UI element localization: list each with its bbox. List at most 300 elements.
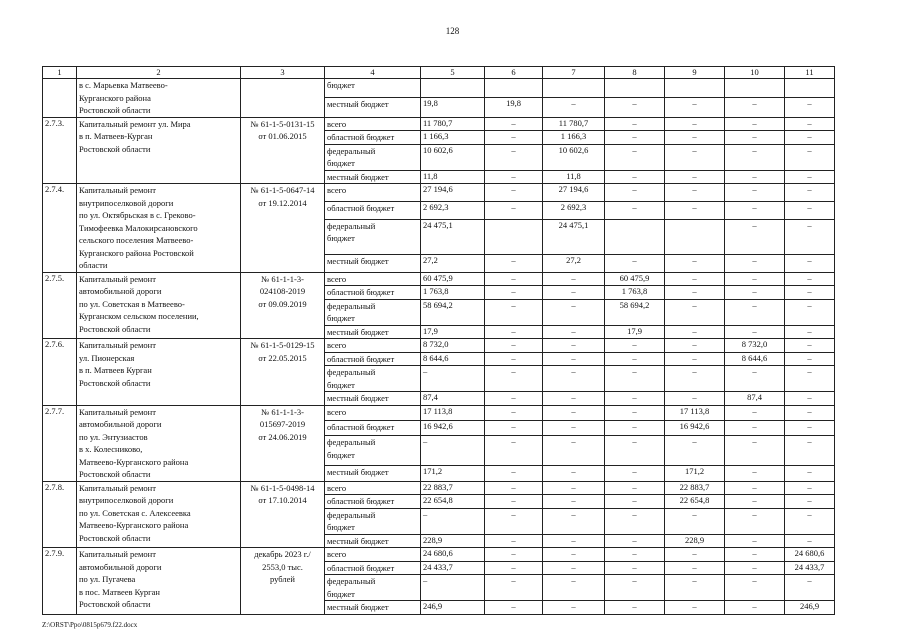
funding-source-line: областной бюджет [327,421,395,432]
amount-cell: – [605,201,665,219]
column-header: 3 [241,67,325,79]
funding-source [325,495,421,509]
amount-cell: 171,2 [665,466,725,481]
amount-cell: – [665,170,725,184]
funding-source-line: областной бюджет [327,202,395,213]
amount-cell: – [665,575,725,601]
amount-cell: – [785,508,835,534]
amount-cell: 8 732,0 [421,339,485,353]
funding-source-line: всего [327,273,347,284]
funding-source-line: бюджет [327,379,355,390]
table-row [43,184,835,202]
funding-source [325,144,421,170]
funding-source-line: федеральный [327,220,376,231]
amount-cell: – [725,548,785,562]
amount-cell: – [725,272,785,286]
description-line: Ростовской области [79,532,151,543]
amount-cell: 10 602,6 [421,144,485,170]
amount-cell: 11 780,7 [543,117,605,131]
funding-source-line: местный бюджет [327,535,389,546]
amount-cell: 2 692,3 [543,201,605,219]
funding-source-line: федеральный [327,145,376,156]
amount-cell: – [605,481,665,495]
amount-cell: – [605,131,665,145]
document-line: от 09.09.2019 [258,298,307,309]
amount-cell: 1 166,3 [421,131,485,145]
column-header: 11 [785,67,835,79]
funding-source [325,508,421,534]
amount-cell: – [605,254,665,272]
amount-cell: – [665,548,725,562]
amount-cell: – [665,601,725,615]
amount-cell: – [665,508,725,534]
amount-cell: – [485,184,543,202]
description-line: ул. Пионерская [79,352,135,363]
amount-cell: – [421,436,485,466]
amount-cell: – [665,144,725,170]
amount-cell: – [665,184,725,202]
amount-cell: 58 694,2 [605,299,665,325]
item-number: 2.7.3. [43,117,77,184]
funding-source-line: федеральный [327,437,376,448]
amount-cell: – [665,131,725,145]
amount-cell: – [785,366,835,392]
description-line: автомобильной дороги [79,286,162,296]
document-reference [241,184,325,273]
document-reference [241,405,325,481]
funding-source [325,117,421,131]
amount-cell: – [725,299,785,325]
amount-cell: – [785,481,835,495]
amount-cell: – [665,436,725,466]
amount-cell: 2 692,3 [421,201,485,219]
funding-source [325,339,421,353]
amount-cell: – [485,286,543,300]
description-line: области [79,260,108,270]
amount-cell: – [605,548,665,562]
amount-cell: – [725,405,785,420]
amount-cell: – [605,420,665,435]
funding-source-line: областной бюджет [327,496,395,506]
funding-source [325,286,421,300]
amount-cell: – [485,392,543,406]
funding-source-line: местный бюджет [327,171,389,182]
amount-cell: – [485,508,543,534]
description-line: Тимофеевка Малокирсановского [79,222,198,233]
amount-cell: – [485,325,543,339]
amount-cell: 22 883,7 [421,481,485,495]
amount-cell: – [605,117,665,131]
funding-source-line: бюджет [327,158,355,168]
funding-source-line: местный бюджет [327,326,389,337]
amount-cell: 87,4 [421,392,485,406]
amount-cell: – [785,534,835,548]
amount-cell: 58 694,2 [421,299,485,325]
amount-cell: 87,4 [725,392,785,406]
amount-cell: – [785,184,835,202]
funding-source [325,170,421,184]
item-number: 2.7.7. [43,405,77,481]
funding-source [325,325,421,339]
document-line: от 01.06.2015 [258,131,307,141]
amount-cell: – [543,352,605,366]
amount-cell: – [485,495,543,509]
funding-source [325,534,421,548]
amount-cell: – [665,98,725,117]
amount-cell: 19,8 [421,98,485,117]
description-line: Ростовской области [79,323,151,334]
description-line: в х. Колесниково, [79,444,143,454]
column-header: 6 [485,67,543,79]
funding-source [325,272,421,286]
item-number: 2.7.6. [43,339,77,406]
description-line: Капитальный ремонт [79,185,156,195]
amount-cell: – [605,170,665,184]
amount-cell: – [785,170,835,184]
amount-cell: 17 113,8 [665,405,725,420]
description-line: Капитальный ремонт [79,549,156,559]
amount-cell: – [485,201,543,219]
document-reference [241,79,325,118]
funding-source [325,436,421,466]
amount-cell: – [785,405,835,420]
amount-cell: – [785,144,835,170]
object-description [77,481,241,548]
document-line: 024108-2019 [259,286,306,296]
column-header: 9 [665,67,725,79]
amount-cell [485,79,543,98]
funding-source [325,131,421,145]
funding-source [325,405,421,420]
footer-file-path: Z:\ORST\Ppo\0815p679.f22.docx [42,621,138,629]
document-line: от 19.12.2014 [258,197,307,208]
column-header: 10 [725,67,785,79]
document-line: № 61-1-5-0131-15 [250,118,315,129]
amount-cell: – [785,466,835,481]
amount-cell: – [665,117,725,131]
amount-cell: 16 942,6 [665,420,725,435]
amount-cell: – [725,286,785,300]
amount-cell: – [665,352,725,366]
funding-source-line: местный бюджет [327,602,389,612]
amount-cell: – [725,201,785,219]
amount-cell: 1 763,8 [421,286,485,300]
amount-cell: 24 680,6 [785,548,835,562]
funding-source-line: всего [327,185,347,195]
funding-source [325,561,421,575]
amount-cell: 22 654,8 [665,495,725,509]
amount-cell: 27,2 [421,254,485,272]
amount-cell: – [665,325,725,339]
header-row [43,67,835,79]
description-line: в с. Марьевка Матвеево- [79,80,168,90]
amount-cell: – [665,286,725,300]
amount-cell: – [785,131,835,145]
amount-cell: – [785,352,835,366]
page-number: 128 [445,26,460,36]
amount-cell: – [543,561,605,575]
amount-cell: – [543,495,605,509]
amount-cell: 27 194,6 [543,184,605,202]
amount-cell: – [665,392,725,406]
funding-source-line: бюджет [327,522,355,532]
description-line: Ростовской области [79,599,151,609]
funding-source [325,392,421,406]
table-row [43,272,835,286]
document-line: рублей [270,574,295,584]
amount-cell [665,79,725,98]
amount-cell: – [485,272,543,286]
amount-cell: – [485,548,543,562]
table-row [43,548,835,562]
amount-cell: – [785,495,835,509]
object-description [77,272,241,339]
description-line: в пос. Матвеев Курган [79,586,160,597]
funding-source-line: бюджет [327,233,355,244]
funding-source-line: всего [327,340,347,350]
amount-cell: 228,9 [665,534,725,548]
description-line: Ростовской области [79,105,151,115]
description-line: Капитальный ремонт [79,482,156,493]
description-line: автомобильной дороги [79,561,162,572]
amount-cell: – [605,436,665,466]
amount-cell: – [665,201,725,219]
document-line: от 17.10.2014 [258,495,307,505]
document-line: от 24.06.2019 [258,431,307,442]
amount-cell: 24 680,6 [421,548,485,562]
amount-cell: – [543,601,605,615]
object-description [77,184,241,273]
amount-cell: – [785,219,835,254]
amount-cell: – [485,366,543,392]
funding-source-line: всего [327,482,347,493]
funding-source [325,366,421,392]
amount-cell: – [485,131,543,145]
document-line: № 61-1-5-0129-15 [250,340,315,350]
amount-cell: – [725,366,785,392]
funding-source [325,420,421,435]
amount-cell: – [485,339,543,353]
funding-source-line: областной бюджет [327,562,395,573]
amount-cell: – [485,575,543,601]
funding-source-line: всего [327,406,347,417]
amount-cell: – [605,508,665,534]
amount-cell: – [543,481,605,495]
amount-cell: – [725,184,785,202]
amount-cell: – [605,534,665,548]
amount-cell: – [543,392,605,406]
amount-cell: – [725,117,785,131]
amount-cell: – [605,339,665,353]
amount-cell: – [543,299,605,325]
amount-cell: – [485,466,543,481]
amount-cell: 11,8 [421,170,485,184]
amount-cell: – [543,548,605,562]
amount-cell: – [605,366,665,392]
object-description [77,117,241,184]
amount-cell: – [605,405,665,420]
funding-source-line: бюджет [327,588,355,599]
amount-cell: 246,9 [421,601,485,615]
description-line: Капитальный ремонт [79,340,156,350]
amount-cell: 11,8 [543,170,605,184]
table-row [43,117,835,131]
funding-source [325,548,421,562]
document-reference [241,272,325,339]
amount-cell: – [725,561,785,575]
amount-cell: – [543,272,605,286]
amount-cell [665,219,725,254]
column-header: 1 [43,67,77,79]
description-line: Курганского района Ростовской [79,247,194,258]
amount-cell: 17,9 [605,325,665,339]
amount-cell: – [605,184,665,202]
document-line: № 61-1-1-3- [261,273,304,284]
column-header: 4 [325,67,421,79]
amount-cell: 171,2 [421,466,485,481]
funding-source-line: бюджет [327,313,355,323]
amount-cell: – [725,575,785,601]
table-row [43,481,835,495]
funding-source [325,201,421,219]
column-header: 5 [421,67,485,79]
funding-source [325,575,421,601]
document-line: 015697-2019 [259,419,306,429]
amount-cell: 8 644,6 [421,352,485,366]
document-reference [241,339,325,406]
amount-cell: – [485,117,543,131]
amount-cell: – [725,325,785,339]
amount-cell: 27 194,6 [421,184,485,202]
description-line: Курганского района [79,92,151,103]
amount-cell: – [785,272,835,286]
description-line: в п. Матвеев-Курган [79,131,153,141]
amount-cell: – [543,466,605,481]
amount-cell: – [485,436,543,466]
amount-cell: – [605,561,665,575]
funding-source [325,352,421,366]
amount-cell: – [543,405,605,420]
column-header: 7 [543,67,605,79]
description-line: Ростовской области [79,143,151,154]
funding-source-line: федеральный [327,367,376,377]
document-reference [241,548,325,615]
description-line: внутрипоселковой дороги [79,197,174,208]
amount-cell: 17,9 [421,325,485,339]
description-line: по ул. Октябрьская в с. Греково- [79,210,196,220]
amount-cell: – [725,508,785,534]
object-description [77,339,241,406]
amount-cell [485,219,543,254]
table-row [43,339,835,353]
amount-cell: – [485,170,543,184]
amount-cell: – [421,366,485,392]
amount-cell: – [785,436,835,466]
amount-cell: – [485,299,543,325]
document-line: № 61-1-5-0647-14 [250,185,315,195]
table-row [43,79,835,98]
funding-source [325,466,421,481]
amount-cell: – [421,508,485,534]
amount-cell: – [725,170,785,184]
amount-cell: – [543,366,605,392]
amount-cell: – [725,436,785,466]
amount-cell: – [725,144,785,170]
description-line: Ростовской области [79,469,151,479]
description-line: Капитальный ремонт [79,273,156,284]
amount-cell: – [543,436,605,466]
description-line: Матвеево-Курганского района [79,456,189,467]
amount-cell: 10 602,6 [543,144,605,170]
amount-cell: – [725,420,785,435]
amount-cell: – [665,272,725,286]
amount-cell: – [485,420,543,435]
amount-cell: – [785,117,835,131]
amount-cell: – [605,98,665,117]
amount-cell: 27,2 [543,254,605,272]
amount-cell: – [665,561,725,575]
amount-cell [543,79,605,98]
item-number: 2.7.9. [43,548,77,615]
amount-cell: – [543,339,605,353]
amount-cell: – [785,325,835,339]
amount-cell: 24 433,7 [421,561,485,575]
item-number: 2.7.5. [43,272,77,339]
amount-cell: – [665,254,725,272]
amount-cell: – [725,98,785,117]
amount-cell: – [725,601,785,615]
description-line: Капитальный ремонт ул. Мира [79,118,191,129]
amount-cell: – [785,254,835,272]
amount-cell: – [605,144,665,170]
funding-source-line: бюджет [327,80,355,90]
document-line: от 22.05.2015 [258,352,307,363]
description-line: Ростовской области [79,377,151,388]
amount-cell: – [485,534,543,548]
funding-source-line: федеральный [327,576,376,586]
amount-cell: – [665,299,725,325]
amount-cell: 24 475,1 [543,219,605,254]
funding-source-line: областной бюджет [327,132,395,142]
description-line: автомобильной дороги [79,419,162,429]
funding-source-line: всего [327,118,347,129]
amount-cell: – [605,575,665,601]
amount-cell: – [725,219,785,254]
funding-source-line: местный бюджет [327,393,389,403]
description-line: Матвеево-Курганского района [79,520,189,530]
amount-cell: 17 113,8 [421,405,485,420]
description-line: по ул. Пугачева [79,574,136,584]
funding-source [325,299,421,325]
amount-cell: – [785,339,835,353]
funding-source-line: местный бюджет [327,255,389,266]
amount-cell: – [543,325,605,339]
amount-cell: – [605,466,665,481]
amount-cell [605,219,665,254]
description-line: в п. Матвеев Курган [79,365,152,375]
object-description [77,79,241,118]
table-body [43,67,835,615]
funding-source [325,601,421,615]
amount-cell [785,79,835,98]
amount-cell: 16 942,6 [421,420,485,435]
amount-cell: – [605,601,665,615]
funding-source-line: федеральный [327,509,376,520]
amount-cell: 1 763,8 [605,286,665,300]
object-description [77,548,241,615]
description-line: Курганском сельском поселении, [79,311,199,321]
item-number: 2.7.8. [43,481,77,548]
